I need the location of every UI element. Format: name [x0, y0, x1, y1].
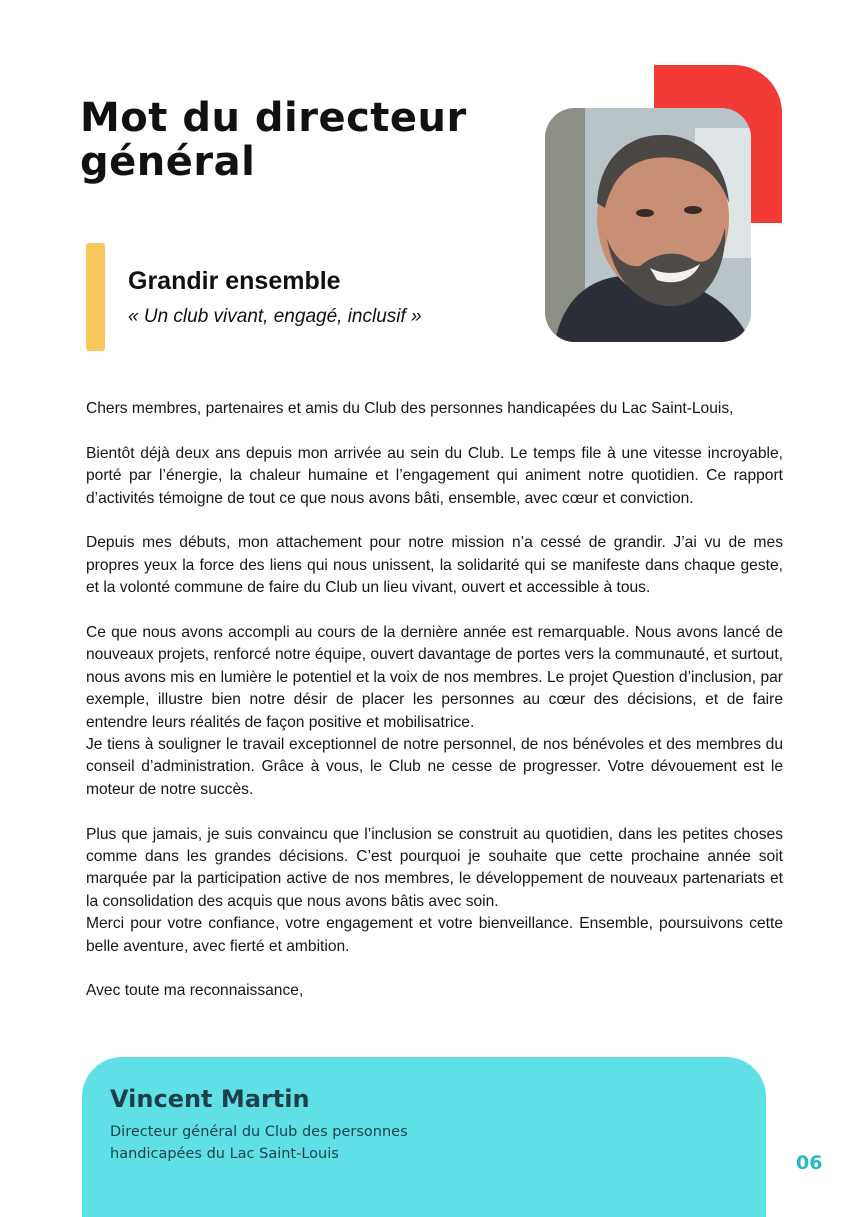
letter-paragraph: Merci pour votre confiance, votre engagement et votre bienveillance. Ensemble, poursuivons cette belle aventure, avec fierté et ambition.: [86, 915, 783, 955]
letter-paragraph: Plus que jamais, je suis convaincu que l’inclusion se construit au quotidien, dans les petites choses comme dans les grandes décisions. C’est pourquoi je souhaite que cette prochaine année soit marquée par la participation active de nos membres, le développement de nouveaux partenariats et la consolidation des acquis que nous avons bâtis avec soin.: [86, 825, 783, 910]
letter-paragraph: Ce que nous avons accompli au cours de la dernière année est remarquable. Nous avons lancé de nouveaux projets, renforcé notre équipe, ouvert davantage de portes vers la communauté, et surtout, nous avons mis en lumière le potentiel et la voix de nos membres. Le projet Question d’inclusion, par exemple, illustre bien notre désir de placer les personnes au cœur des décisions, et de faire entendre leurs réalités de façon positive et mobilisatrice.: [86, 624, 783, 731]
signature-box: [82, 1057, 766, 1217]
letter-salutation: Chers membres, partenaires et amis du Club des personnes handicapées du Lac Saint-Louis,: [86, 400, 734, 417]
portrait-illustration: [545, 108, 751, 342]
section-heading: Grandir ensemble: [128, 267, 341, 295]
page-number: 06: [796, 1152, 823, 1174]
director-photo: [545, 108, 751, 342]
accent-bar: [86, 243, 105, 351]
signature-role: Directeur général du Club des personnes handicapées du Lac Saint-Louis: [110, 1124, 408, 1162]
letter-body: [86, 398, 783, 1003]
letter-paragraph: Bientôt déjà deux ans depuis mon arrivée au sein du Club. Le temps file à une vitesse incroyable, porté par l’énergie, la chaleur humaine et l’engagement qui animent notre quotidien. Ce rapport d’activités témoigne de tout ce que nous avons bâti, ensemble, avec cœur et conviction.: [86, 444, 783, 507]
signature-name: Vincent Martin: [110, 1085, 310, 1113]
tagline: « Un club vivant, engagé, inclusif »: [128, 306, 422, 327]
page-title: Mot du directeur général: [80, 95, 467, 185]
letter-paragraph: Je tiens à souligner le travail exceptionnel de notre personnel, de nos bénévoles et des membres du conseil d’administration. Grâce à vous, le Club ne cesse de progresser. Votre dévouement est le moteur de notre succès.: [86, 736, 783, 798]
letter-closing: Avec toute ma reconnaissance,: [86, 982, 304, 1000]
letter-paragraph: Depuis mes débuts, mon attachement pour notre mission n’a cessé de grandir. J’ai vu de mes propres yeux la force des liens qui nous unissent, la solidarité qui se manifeste dans chaque geste, et la volonté commune de faire du Club un lieu vivant, ouvert et accessible à tous.: [86, 534, 783, 597]
